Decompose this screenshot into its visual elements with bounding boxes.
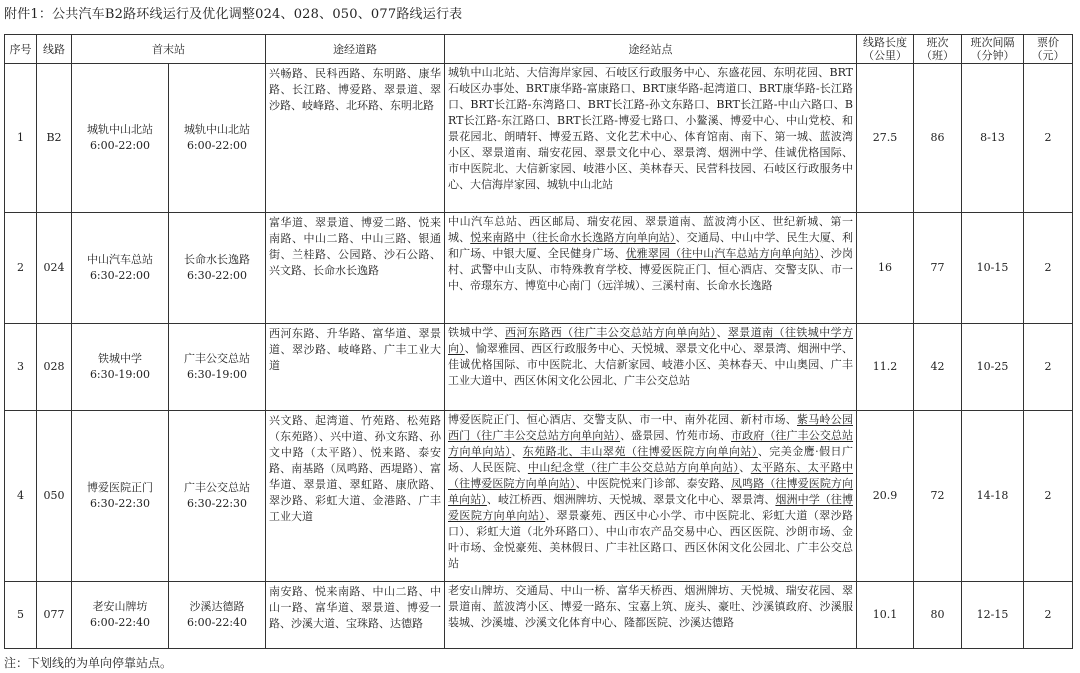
- station-segment: 、翠景豪苑、西区中心小学、市中医院北、彩虹大道（翠沙路口）、彩虹大道（北外环路口）、中山市农产品交易中心、西区医院、沙朗市场、金叶市场、金悦豪苑、美林假日、广丰社区路口、西区休闲文化公园北、广丰公交总站: [448, 509, 854, 570]
- start-terminal-hours: 6:30-22:30: [89, 497, 151, 510]
- trip-interval: 12-15: [962, 582, 1024, 649]
- end-terminal-name: 沙溪达德路: [189, 600, 245, 613]
- start-terminal-name: 铁城中学: [98, 352, 142, 365]
- station-segment: 、沙岗村、武警中山支队、市特殊教育学校、博爱医院正门、恒心酒店、交警支队、市一中、帝璟东方、博览中心南门（远洋城）、三溪村南、长命水长逸路: [448, 247, 854, 292]
- table-row: [5, 64, 1073, 213]
- via-roads: 兴文路、起湾道、竹苑路、松苑路（东苑路）、兴中道、孙文东路、孙文中路（太平路）、悦来路、泰安路、南基路（凤鸣路、西堤路）、富华道、翠景道、翠虹路、康欣路、翠沙路、彩虹大道、金港路、广丰工业大道: [266, 411, 445, 582]
- route-length: 10.1: [857, 582, 914, 649]
- via-stations: [445, 213, 857, 324]
- start-terminal-name: 老安山牌坊: [92, 600, 148, 613]
- station-segment: 、完美金鹰·假日广场、人民医院、: [448, 445, 854, 474]
- row-index: 5: [5, 582, 37, 649]
- via-roads: 南安路、悦来南路、中山二路、中山一路、富华道、翠景道、博爱一路、沙溪大道、宝珠路、达德路: [266, 582, 445, 649]
- trip-count: 42: [914, 324, 962, 411]
- row-index: 3: [5, 324, 37, 411]
- end-terminal-hours: 6:00-22:00: [186, 139, 248, 152]
- header-fare: 票价（元）: [1024, 35, 1073, 64]
- via-stations: [445, 324, 857, 411]
- via-roads: 兴畅路、民科西路、东明路、康华路、长江路、博爱路、翠景道、翠沙路、岐峰路、北环路、东明北路: [266, 64, 445, 213]
- via-stations: [445, 64, 857, 213]
- via-roads: 富华道、翠景道、博爱二路、悦来南路、中山二路、中山三路、银通街、兰桂路、公园路、沙石公路、兴文路、长命水长逸路: [266, 213, 445, 324]
- end-terminal-name: 广丰公交总站: [184, 481, 250, 494]
- fare: 2: [1024, 213, 1073, 324]
- one-way-station-segment: 东苑路北、丰山翠苑（往博爱医院方向单向站）: [522, 445, 758, 458]
- station-segment: 中山汽车总站、西区邮局、瑞安花园、翠景道南、蓝波湾小区、世纪新城、第一城、: [448, 215, 853, 244]
- station-segment: 、岐江桥西、烟洲牌坊、天悦城、翠景文化中心、翠景湾、: [486, 493, 776, 506]
- route-number: 050: [37, 411, 72, 582]
- trip-count: 77: [914, 213, 962, 324]
- trip-count: 86: [914, 64, 962, 213]
- fare: 2: [1024, 411, 1073, 582]
- header-route: 线路: [37, 35, 72, 64]
- row-index: 2: [5, 213, 37, 324]
- page-title: 附件1：公共汽车B2路环线运行及优化调整024、028、050、077路线运行表: [4, 7, 463, 22]
- start-terminal-name: 博爱医院正门: [87, 481, 153, 494]
- row-index: 1: [5, 64, 37, 213]
- route-length: 11.2: [857, 324, 914, 411]
- one-way-station-segment: 优雅翠园（往中山汽车总站方向单向站）: [625, 247, 820, 260]
- trip-count: 72: [914, 411, 962, 582]
- end-terminal: [169, 213, 266, 324]
- via-stations: [445, 411, 857, 582]
- route-number: 077: [37, 582, 72, 649]
- station-segment: 、: [511, 445, 523, 458]
- station-segment: 、交通局、中山中学、民生大厦、利和广场、中银大厦、全民健身广场、: [448, 231, 854, 260]
- start-terminal: [72, 324, 169, 411]
- table-row: [5, 213, 1073, 324]
- trip-interval: 10-15: [962, 213, 1024, 324]
- header-roads: 途经道路: [266, 35, 445, 64]
- table-row: [5, 411, 1073, 582]
- header-terminals: 首末站: [72, 35, 266, 64]
- trip-count: 80: [914, 582, 962, 649]
- header-index: 序号: [5, 35, 37, 64]
- end-terminal: [169, 582, 266, 649]
- trip-interval: 8-13: [962, 64, 1024, 213]
- station-segment: 、中医院悦来门诊部、泰安路、: [575, 477, 732, 490]
- station-segment: 铁城中学、: [448, 326, 506, 339]
- end-terminal: [169, 64, 266, 213]
- one-way-station-segment: 凤鸣路（往博爱医院方向单向站）: [448, 477, 854, 506]
- route-number: 024: [37, 213, 72, 324]
- table-row: [5, 324, 1073, 411]
- station-segment: 城轨中山北站、大信海岸家园、石岐区行政服务中心、东盛花园、东明花园、BRT石岐区办事处、BRT康华路-富康路口、BRT康华路-起湾道口、BRT康华路-长江路口、BRT长江路-东湾路口、BRT长江路-孙文东路口、BRT长江路-中山六路口、BRT长江路-东江路口、BRT长江路-博爱七路口、小鳌溪、博爱中心、中山党校、和景花园北、朗晴轩、博爱五路、文化艺术中心、体育馆南、南下、第一城、蓝波湾小区、翠景道南、瑞安花园、翠景文化中心、翠景湾、烟洲中学、佳诚优格国际、市中医院北、大信新家园、岐港小区、美林春天、民营科技园、石岐区行政服务中心、大信海岸家园、城轨中山北站: [448, 66, 853, 191]
- one-way-station-segment: 翠景道南（往铁城中学方向）: [448, 326, 854, 355]
- fare: 2: [1024, 64, 1073, 213]
- table-row: [5, 582, 1073, 649]
- station-segment: 、愉翠雅园、西区行政服务中心、天悦城、翠景文化中心、翠景湾、烟洲中学、佳诚优格国际、市中医院北、大信新家园、岐港小区、美林春天、中山奥园、广丰工业大道中、西区休闲文化公园北、广丰公交总站: [448, 342, 854, 387]
- start-terminal-hours: 6:00-22:40: [89, 616, 151, 629]
- one-way-station-segment: 市政府（往广丰公交总站方向单向站）: [448, 429, 854, 458]
- end-terminal-name: 长命水长逸路: [184, 253, 250, 266]
- start-terminal: [72, 582, 169, 649]
- end-terminal-name: 广丰公交总站: [184, 352, 250, 365]
- one-way-station-segment: 太平路东、太平路中（往博爱医院方向单向站）: [448, 461, 854, 490]
- start-terminal-hours: 6:30-19:00: [89, 368, 151, 381]
- one-way-station-segment: 西河东路西（往广丰公交总站方向单向站）: [505, 326, 717, 339]
- station-segment: 老安山牌坊、交通局、中山一桥、富华天桥西、烟洲牌坊、天悦城、瑞安花园、翠景道南、蓝波湾小区、博爱一路东、宝嘉上筑、庞头、豪吐、沙溪镇政府、沙溪服装城、沙溪墟、沙溪文化体育中心、隆都医院、沙溪达德路: [448, 584, 853, 629]
- start-terminal: [72, 411, 169, 582]
- start-terminal-hours: 6:00-22:00: [89, 139, 151, 152]
- one-way-station-segment: 中山纪念堂（往广丰公交总站方向单向站）: [527, 461, 740, 474]
- route-number: B2: [37, 64, 72, 213]
- header-trips: 班次（班）: [914, 35, 962, 64]
- header-length: 线路长度（公里）: [857, 35, 914, 64]
- station-segment: 博爱医院正门、恒心酒店、交警支队、市一中、南外花园、新村市场、: [448, 413, 797, 426]
- trip-interval: 14-18: [962, 411, 1024, 582]
- fare: 2: [1024, 582, 1073, 649]
- footnote: 注：下划线的为单向停靠站点。: [4, 656, 173, 670]
- route-length: 27.5: [857, 64, 914, 213]
- station-segment: 、: [739, 461, 751, 474]
- one-way-station-segment: 紫马岭公园西门（往广丰公交总站方向单向站）: [448, 413, 854, 442]
- route-length: 16: [857, 213, 914, 324]
- one-way-station-segment: 烟洲中学（往博爱医院方向单向站）: [448, 493, 854, 522]
- end-terminal: [169, 324, 266, 411]
- header-stations: 途经站点: [445, 35, 857, 64]
- via-stations: [445, 582, 857, 649]
- start-terminal: [72, 213, 169, 324]
- fare: 2: [1024, 324, 1073, 411]
- end-terminal-name: 城轨中山北站: [184, 123, 250, 136]
- via-roads: 西河东路、升华路、富华道、翠景道、翠沙路、岐峰路、广丰工业大道: [266, 324, 445, 411]
- header-interval: 班次间隔（分钟）: [962, 35, 1024, 64]
- header-row: [5, 35, 1073, 64]
- station-segment: 、: [716, 326, 728, 339]
- station-segment: 、盛景园、竹苑市场、: [620, 429, 732, 442]
- start-terminal-name: 中山汽车总站: [87, 253, 153, 266]
- start-terminal-hours: 6:30-22:00: [89, 269, 151, 282]
- start-terminal-name: 城轨中山北站: [87, 123, 153, 136]
- end-terminal-hours: 6:30-22:30: [186, 497, 248, 510]
- end-terminal-hours: 6:30-22:00: [186, 269, 248, 282]
- trip-interval: 10-25: [962, 324, 1024, 411]
- one-way-station-segment: 悦来南路中（往长命水长逸路方向单向站）: [470, 231, 676, 244]
- end-terminal: [169, 411, 266, 582]
- route-length: 20.9: [857, 411, 914, 582]
- start-terminal: [72, 64, 169, 213]
- route-number: 028: [37, 324, 72, 411]
- end-terminal-hours: 6:30-19:00: [186, 368, 248, 381]
- row-index: 4: [5, 411, 37, 582]
- route-table: [4, 34, 1073, 649]
- end-terminal-hours: 6:00-22:40: [186, 616, 248, 629]
